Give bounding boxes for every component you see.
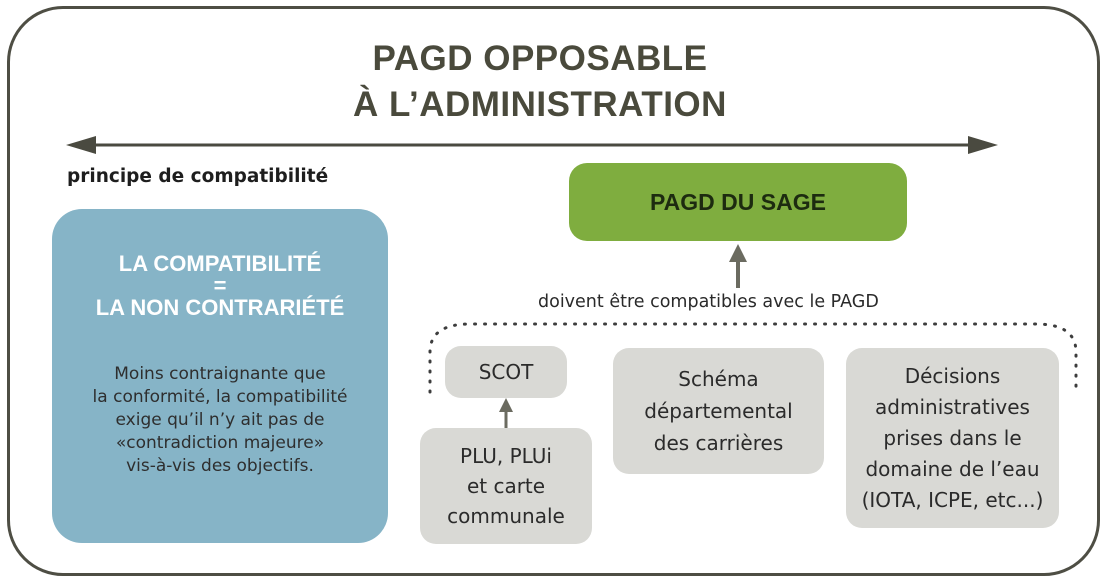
compatibility-description	[52, 363, 388, 478]
compat-label: doivent être compatibles avec le PAGD	[538, 292, 879, 312]
compatibility-heading-equals: =	[213, 273, 227, 298]
scot-box	[445, 346, 567, 398]
decisions-line: prises dans le	[883, 425, 1022, 450]
decisions-line: Décisions	[904, 363, 1001, 388]
compatibility-heading-line-2: LA NON CONTRARIÉTÉ	[95, 295, 345, 320]
plu-line: communale	[447, 504, 565, 528]
decisions-line: administratives	[875, 394, 1030, 419]
compatibility-box	[52, 209, 388, 543]
scot-label: SCOT	[478, 360, 534, 384]
schema-line: des carrières	[653, 431, 784, 455]
title-line-1: PAGD OPPOSABLE	[372, 39, 708, 78]
decisions-box	[846, 348, 1059, 528]
plu-box	[420, 428, 592, 544]
small-up-arrow-icon	[499, 398, 513, 428]
compatibility-heading-line-1: LA COMPATIBILITÉ	[118, 251, 322, 276]
decisions-line: (IOTA, ICPE, etc...)	[861, 487, 1044, 512]
title-line-2: À L’ADMINISTRATION	[353, 85, 727, 124]
schema-box	[613, 348, 824, 474]
description-line: la conformité, la compatibilité	[92, 387, 348, 407]
decisions-line: domaine de l’eau	[865, 456, 1040, 481]
description-line: Moins contraignante que	[114, 364, 326, 384]
description-line: «contradiction majeure»	[115, 433, 325, 453]
pagd-box: PAGD DU SAGE	[569, 163, 907, 241]
principle-label: principe de compatibilité	[67, 166, 329, 187]
double-arrow-icon	[66, 136, 998, 154]
description-line: exige qu’il n’y ait pas de	[115, 410, 325, 430]
schema-line: départemental	[644, 399, 793, 423]
description-line: vis-à-vis des objectifs.	[126, 456, 314, 476]
plu-line: et carte	[466, 474, 546, 498]
plu-line: PLU, PLUi	[460, 444, 552, 468]
compatibility-heading	[52, 253, 388, 319]
up-arrow-icon	[729, 244, 747, 288]
schema-line: Schéma	[678, 367, 759, 391]
